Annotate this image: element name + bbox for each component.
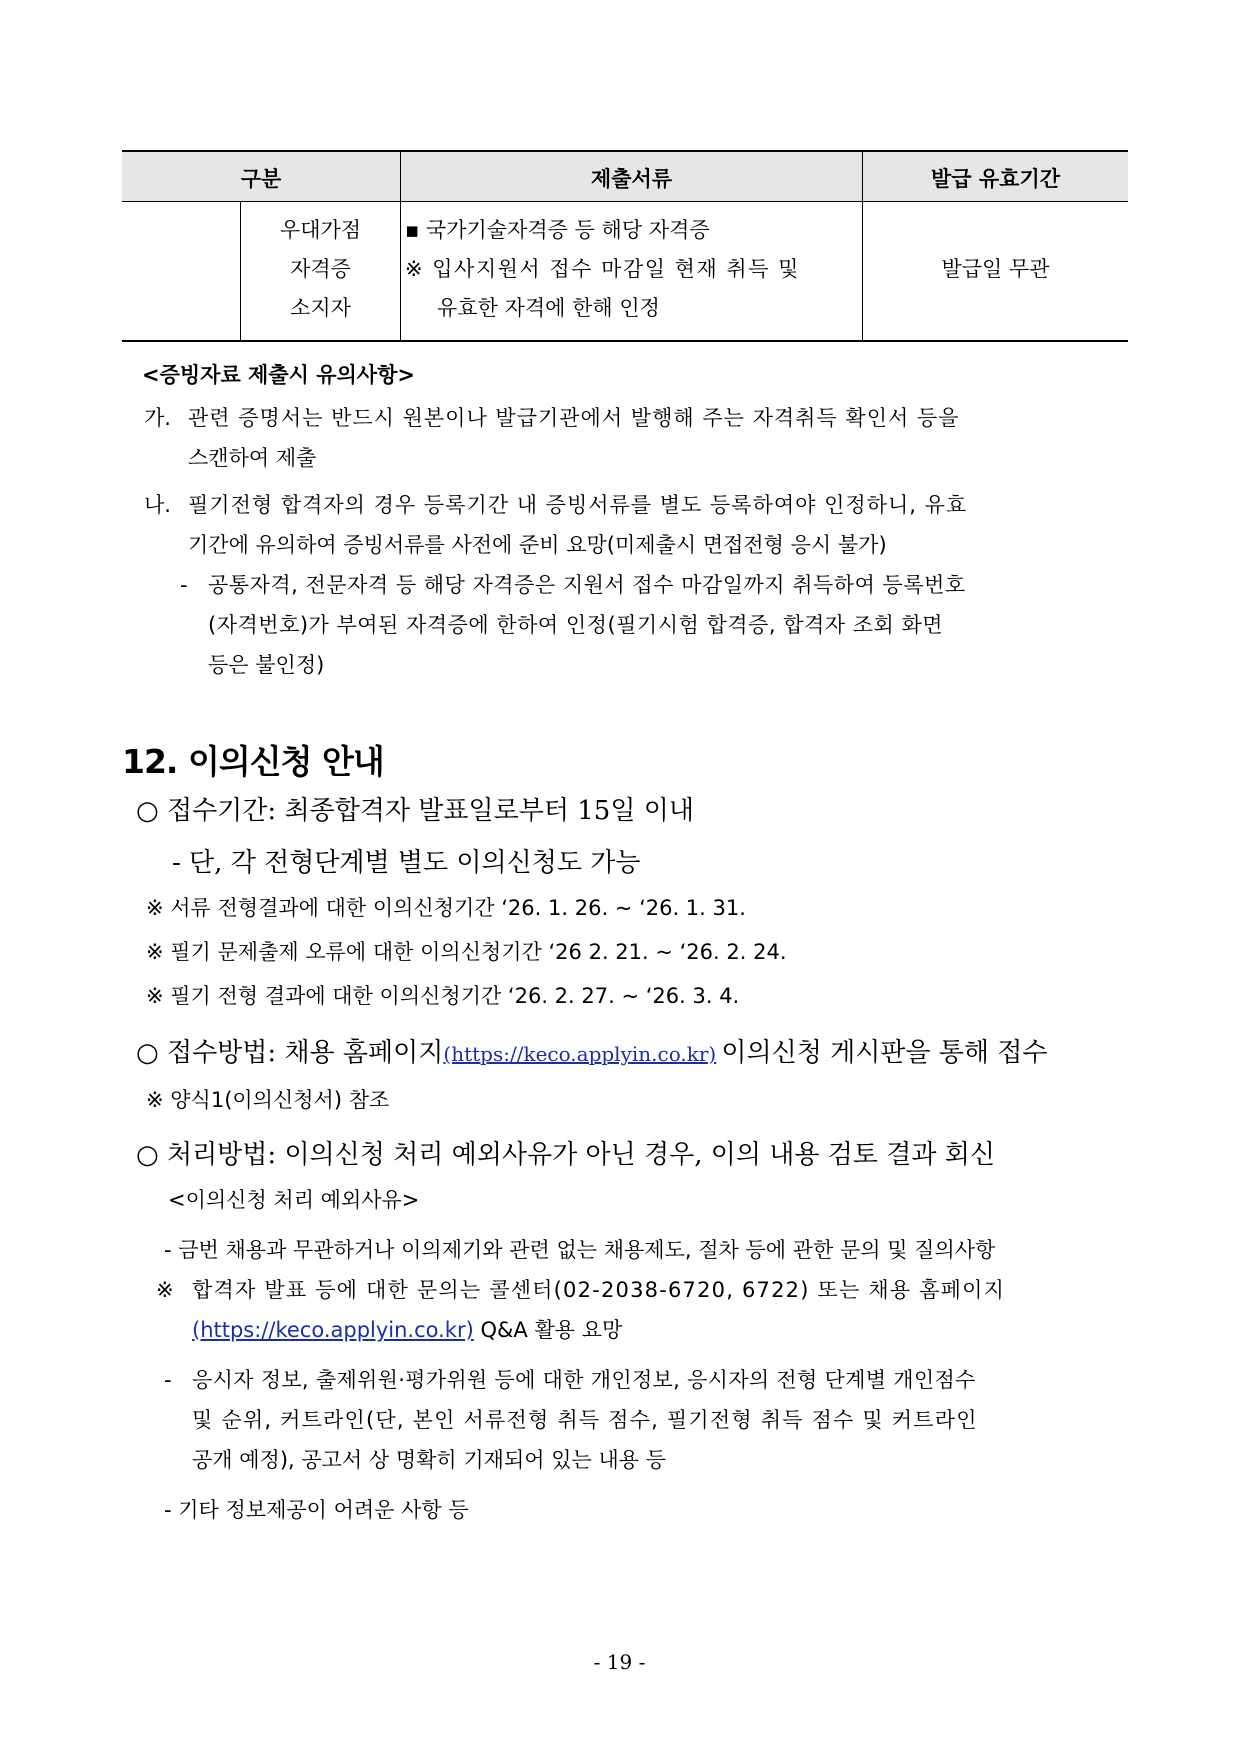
- exception-note-suffix: Q&A 활용 요망: [480, 1318, 623, 1342]
- exception-note-line: 합격자 발표 등에 대한 문의는 콜센터(02-2038-6720, 6722) 또는 채용 홈페이지: [192, 1278, 1006, 1302]
- table-cell-category: [241, 211, 400, 328]
- note-a-line: 관련 증명서는 반드시 원본이나 발급기관에서 발행해 주는 자격취득 확인서 등을: [188, 406, 960, 430]
- note-a-line: 스캔하여 제출: [188, 446, 317, 470]
- note-b-line: 기간에 유의하여 증빙서류를 사전에 준비 요망(미제출시 면접전형 응시 불가): [188, 533, 887, 557]
- note-c-line: (자격번호)가 부여된 자격증에 한하여 인정(필기시험 합격증, 합격자 조회 화면: [208, 613, 944, 637]
- table-bottom-border: [122, 340, 1128, 342]
- section-title: 12. 이의신청 안내: [122, 742, 384, 781]
- category-line: 자격증: [290, 257, 351, 281]
- homepage-link[interactable]: (https://keco.applyin.co.kr): [443, 1042, 717, 1066]
- table-header-border: [122, 201, 1128, 202]
- period-note: ※ 필기 문제출제 오류에 대한 이의신청기간 ‘26 2. 21. ~ ‘26. 2. 24.: [146, 940, 787, 964]
- document-table: [122, 150, 1128, 342]
- period-note: ※ 필기 전형 결과에 대한 이의신청기간 ‘26. 2. 27. ~ ‘26. 3. 4.: [146, 984, 740, 1008]
- exception-item: - 금번 채용과 무관하거나 이의제기와 관련 없는 채용제도, 절차 등에 관한 문의 및 질의사항: [164, 1238, 996, 1262]
- period-sub-item: - 단, 각 전형단계별 별도 이의신청도 가능: [172, 848, 641, 878]
- period-item: ○ 접수기간: 최종합격자 발표일로부터 15일 이내: [136, 796, 694, 826]
- document-note: ※ 입사지원서 접수 마감일 현재 취득 및: [405, 257, 800, 281]
- note-a-marker: 가.: [144, 406, 171, 430]
- exception-line: 응시자 정보, 출제위원·평가위원 등에 대한 개인정보, 응시자의 전형 단계별 개인점수: [192, 1368, 976, 1392]
- page-number: - 19 -: [593, 1650, 646, 1674]
- exception-line: 및 순위, 커트라인(단, 본인 서류전형 취득 점수, 필기전형 취득 점수 및 커트라인: [192, 1408, 978, 1432]
- table-header-documents: 제출서류: [590, 167, 673, 191]
- period-note: ※ 서류 전형결과에 대한 이의신청기간 ‘26. 1. 26. ~ ‘26. 1. 31.: [146, 896, 746, 920]
- note-c-line: 등은 불인정): [208, 653, 325, 677]
- table-cell-documents: [405, 211, 860, 328]
- category-line: 우대가점: [279, 218, 362, 242]
- table-header-validity: 발급 유효기간: [930, 167, 1061, 191]
- exception-line: 공개 예정), 공고서 상 명확히 기재되어 있는 내용 등: [192, 1448, 666, 1472]
- note-c-line: 공통자격, 전문자격 등 해당 자격증은 지원서 접수 마감일까지 취득하여 등록번호: [208, 573, 966, 597]
- exception-item: - 기타 정보제공이 어려운 사항 등: [164, 1498, 469, 1522]
- method-prefix: ○ 접수방법: 채용 홈페이지: [136, 1038, 444, 1068]
- notes-heading: <증빙자료 제출시 유의사항>: [142, 363, 415, 387]
- exception-note-marker: ※: [156, 1278, 174, 1302]
- exceptions-heading: <이의신청 처리 예외사유>: [168, 1188, 420, 1212]
- table-cell-validity: 발급일 무관: [941, 257, 1050, 281]
- category-line: 소지자: [290, 296, 351, 320]
- note-c-marker: -: [180, 573, 188, 597]
- table-top-border: [122, 150, 1128, 152]
- exception-note-line: [192, 1315, 622, 1345]
- method-note: ※ 양식1(이의신청서) 참조: [146, 1088, 390, 1112]
- document-note-cont: 유효한 자격에 한해 인정: [437, 296, 660, 320]
- note-b-line: 필기전형 합격자의 경우 등록기간 내 증빙서류를 별도 등록하여야 인정하니, 유효: [188, 493, 968, 517]
- note-b-marker: 나.: [144, 493, 171, 517]
- table-header-category: 구분: [240, 167, 282, 191]
- homepage-link[interactable]: (https://keco.applyin.co.kr): [192, 1318, 474, 1342]
- document-item: ▪ 국가기술자격증 등 해당 자격증: [405, 218, 710, 242]
- method-suffix: 이의신청 게시판을 통해 접수: [721, 1038, 1048, 1068]
- method-item: [136, 1032, 1048, 1069]
- exception-marker: -: [164, 1368, 172, 1392]
- process-item: ○ 처리방법: 이의신청 처리 예외사유가 아닌 경우, 이의 내용 검토 결과 회신: [136, 1140, 995, 1170]
